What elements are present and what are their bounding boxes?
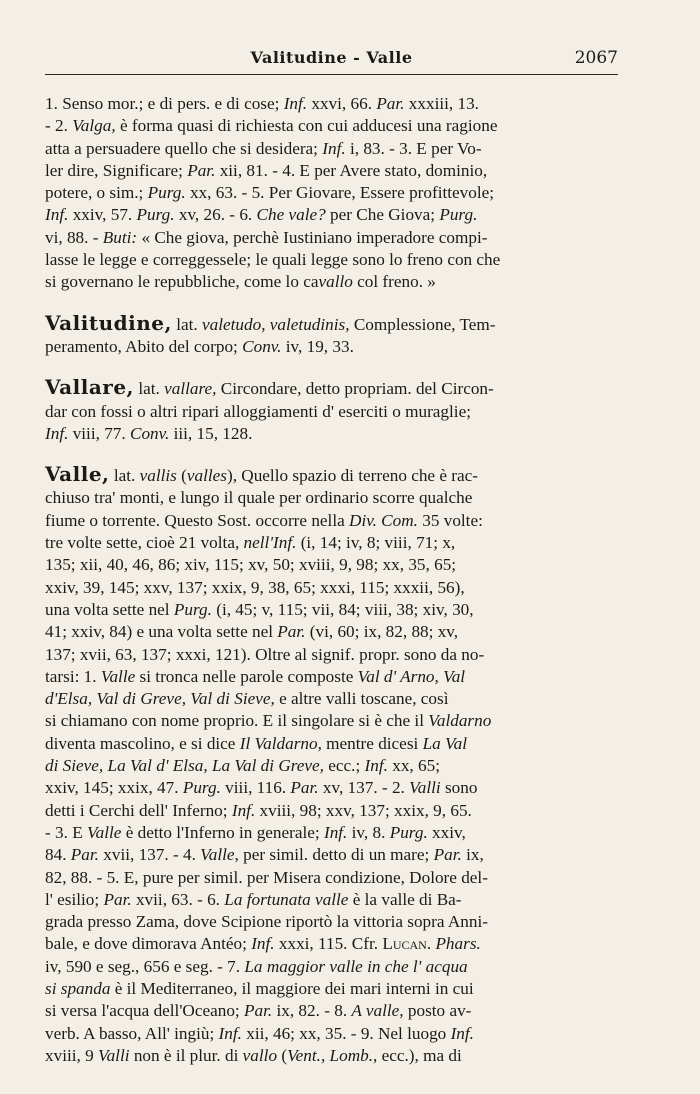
running-header [45, 44, 618, 74]
entry-body: lat. valetudo, valetudinis, Complessione, Tem- peramento, Abito del corpo; Conv. iv, 19, 33. [45, 314, 496, 356]
entry-body: 1. Senso mor.; e di pers. e di cose; Inf. xxvi, 66. Par. xxxiii, 13. - 2. Valga, è forma quasi di richiesta con cui adducesi una ragione atta a persuadere quello che si desidera; Inf. i, 83. - 3. E per Vo- ler dire, Significare; Par. xii, 81. - 4. E per Avere stato, dominio, potere, o sim.; Purg. xx, 63. - 5. Per Giovare, Essere profittevole; Inf. xxiv, 57. Purg. xv, 26. - 6. Che vale? per Che Giova; Purg. vi, 88. - Buti: « Che giova, perchè Iustiniano imperadore compi- lasse le legge e correggessele; le quali legge sono lo freno con che si governano le repubbliche, come lo cavallo col freno. » [45, 94, 501, 292]
entry-body: lat. vallare, Circondare, detto propriam. del Circon- dar con fossi o altri ripari alloggiamenti d' eserciti o muraglie; Inf. viii, 77. Conv. iii, 15, 128. [45, 379, 494, 443]
dictionary-entry [45, 376, 618, 445]
dictionary-entry [45, 463, 618, 1067]
header-rule [45, 74, 618, 75]
dictionary-entries [45, 93, 618, 1067]
entry-headword: Valitudine, [45, 310, 172, 335]
page-number: 2067 [574, 48, 618, 68]
entry-body: lat. vallis (valles), Quello spazio di terreno che è rac- chiuso tra' monti, e lungo il quale per ordinario scorre qualche fiume o torrente. Questo Sost. occorre nella Div. Com. 35 volte: tre volte sette, cioè 21 volta, nell'Inf. (i, 14; iv, 8; viii, 71; x, 135; xii, 40, 46, 86; xiv, 115; xv, 50; xviii, 9, 98; xx, 35, 65; xxiv, 39, 145; xxv, 137; xxix, 9, 38, 65; xxxi, 115; xxxii, 56), una volta sette nel Purg. (i, 45; v, 115; vii, 84; viii, 38; xiv, 30, 41; xxiv, 84) e una volta sette nel Par. (vi, 60; ix, 82, 88; xv, 137; xvii, 63, 137; xxxi, 121). Oltre al signif. propr. sono da no- tarsi: 1. Valle si tronca nelle parole composte Val d' Arno, Val d'Elsa, Val di Greve, Val di Sieve, e altre valli toscane, così si chiamano con nome proprio. E il singolare si è che il Valdarno diventa mascolino, e si dice Il Valdarno, mentre dicesi La Val di Sieve, La Val d' Elsa, La Val di Greve, ecc.; Inf. xx, 65; xxiv, 145; xxix, 47. Purg. viii, 116. Par. xv, 137. - 2. Valli sono detti i Cerchi dell' Inferno; Inf. xviii, 98; xxv, 137; xxix, 9, 65. - 3. E Valle è detto l'Inferno in generale; Inf. iv, 8. Purg. xxiv, 84. Par. xvii, 137. - 4. Valle, per simil. detto di un mare; Par. ix, 82, 88. - 5. E, pure per simil. per Misera condizione, Dolore del- l' esilio; Par. xvii, 63. - 6. La fortunata valle è la valle di Ba- grada presso Zama, dove Scipione riportò la vittoria sopra Anni- bale, e dove dimorava Antéo; Inf. xxxi, 115. Cfr. Lucan. Phars. iv, 590 e seg., 656 e seg. - 7. La maggior valle in che l' acqua si spanda è il Mediterraneo, il maggiore dei mari interni in cui si versa l'acqua dell'Oceano; Par. ix, 82. - 8. A valle, posto av- verb. A basso, All' ingiù; Inf. xii, 46; xx, 35. - 9. Nel luogo Inf. xviii, 9 Valli non è il plur. di vallo (Vent., Lomb., ecc.), ma di [45, 466, 492, 1065]
entry-headword: Valle, [45, 462, 110, 487]
book-page [45, 0, 618, 1067]
running-title: Valitudine - Valle [250, 48, 413, 67]
dictionary-entry [45, 93, 618, 294]
dictionary-entry [45, 312, 618, 359]
entry-headword: Vallare, [45, 375, 135, 400]
